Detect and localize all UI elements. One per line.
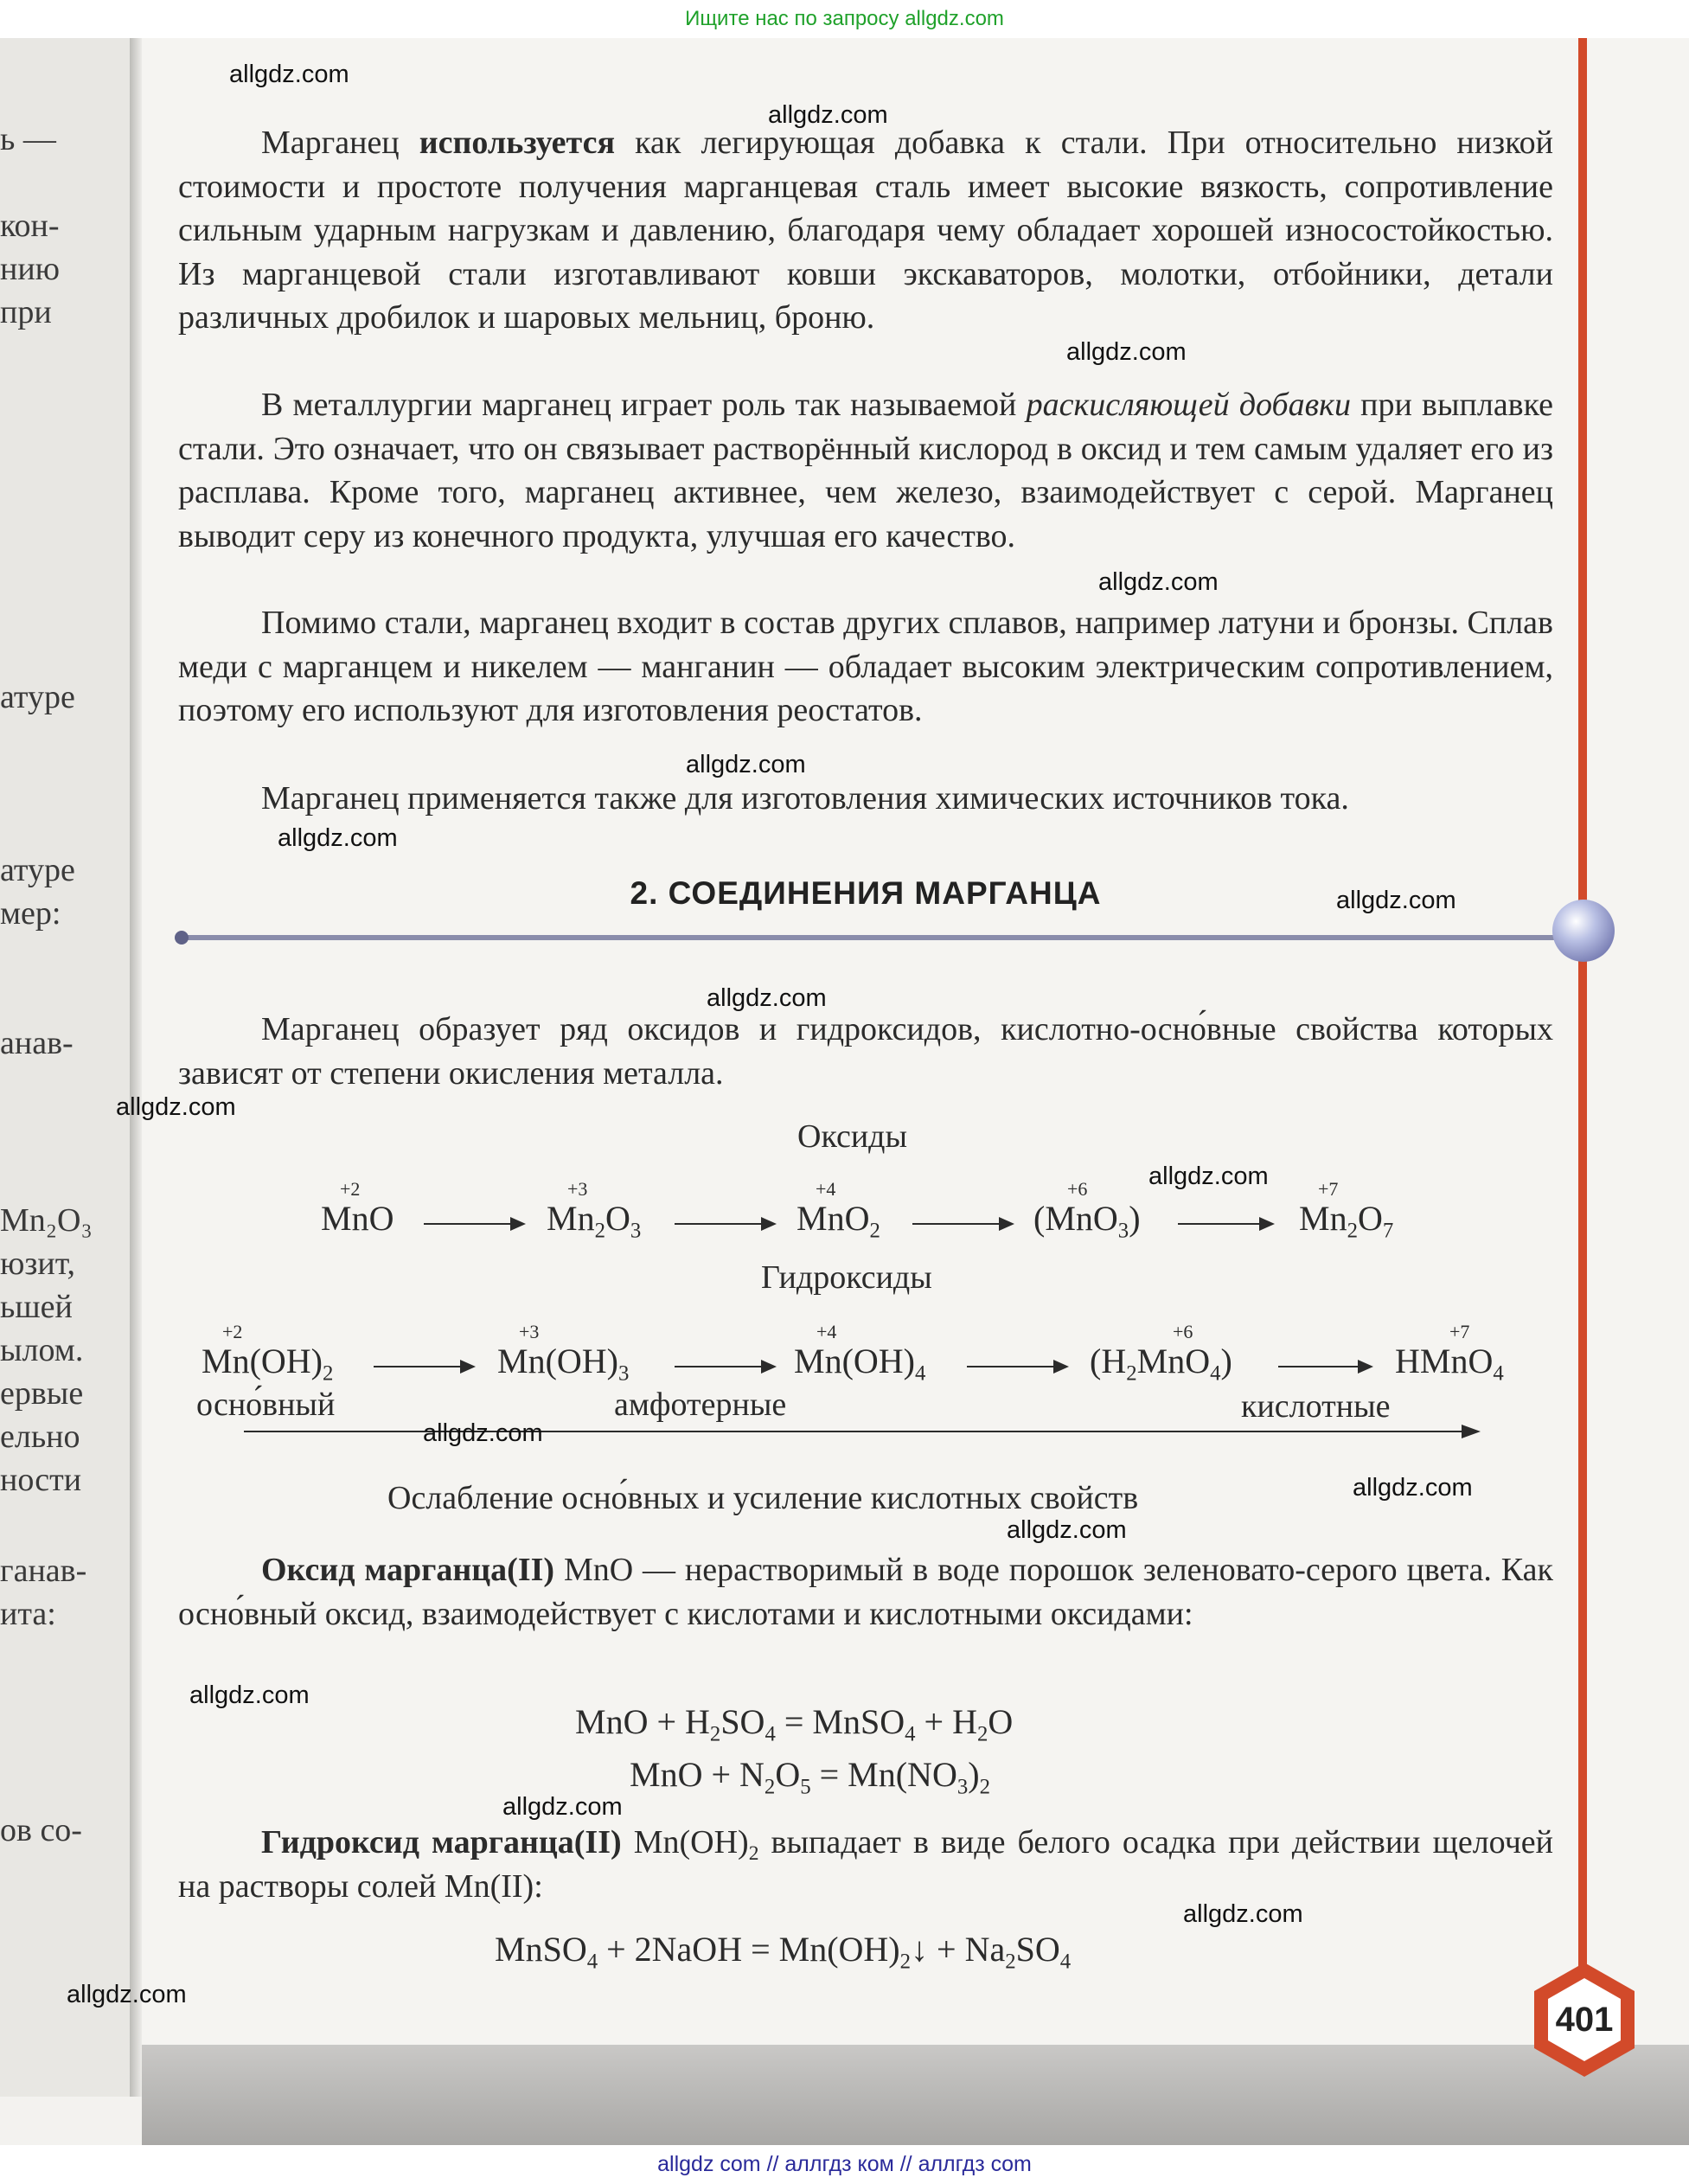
- page-number: 401: [1555, 2001, 1614, 2039]
- left-fragment: атуре: [0, 679, 75, 715]
- watermark: allgdz.com: [229, 61, 349, 88]
- watermark: allgdz.com: [1353, 1474, 1473, 1502]
- left-fragment: кон-: [0, 208, 60, 244]
- left-fragment: ервые: [0, 1375, 84, 1412]
- paragraph-mno: Оксид марганца(II) MnO — нерастворимый в воде порошок зеленовато-серого цвета. Как осно́вный оксид, взаимодействует с кислотами и кислотными оксидами:: [178, 1552, 1553, 1632]
- watermark: allgdz.com: [502, 1793, 623, 1821]
- watermark: allgdz.com: [116, 1093, 236, 1121]
- watermark: allgdz.com: [1183, 1900, 1303, 1928]
- oxidation-state: +6: [1067, 1178, 1088, 1200]
- oxide-formula: $Mn_2O_3$: [547, 1199, 642, 1243]
- watermark: allgdz.com: [423, 1419, 543, 1447]
- margin-line: [1578, 38, 1587, 2019]
- oxidation-state: +2: [340, 1178, 361, 1200]
- rule-end-dot: [175, 931, 189, 945]
- left-fragment: атуре: [0, 852, 75, 888]
- oxidation-state: +2: [222, 1321, 243, 1342]
- section-rule: [182, 935, 1565, 940]
- oxidation-state: +7: [1449, 1321, 1470, 1342]
- trend-caption: Ослабление осно́вных и усиление кислотных свойств: [387, 1480, 1139, 1516]
- section-title: 2. СОЕДИНЕНИЯ МАРГАНЦА: [630, 875, 1102, 911]
- left-fragment: ов со-: [0, 1812, 82, 1848]
- paragraph-usage: Марганец используется как легирующая добавка к стали. При относительно низкой стоимости и простоте получения марганцевая сталь имеет высокие вязкость, сопротивление сильным ударным нагрузкам и давлению, благодаря чему обладает хорошей износостойкостью. Из марганцевой стали изготавливают ковши экскаваторов, молотки, отбойники, детали различных дробилок и шаровых мельниц, броню.: [178, 125, 1553, 336]
- oxidation-state: +6: [1173, 1321, 1193, 1342]
- paragraph-mnoh2: Гидроксид марганца(II) $Mn(OH)_2$ выпадает в виде белого осадка при действии щелочей на растворы солей Mn(II):: [178, 1824, 1554, 1905]
- reaction-arrow: [1178, 1214, 1275, 1234]
- label-acidic: кислотные: [1241, 1388, 1391, 1425]
- paragraph-oxides-intro: Марганец образует ряд оксидов и гидроксидов, кислотно-осно́вные свойства которых зависят от степени окисления металла.: [178, 1011, 1553, 1092]
- oxide-formula: (MnO$_3$): [1033, 1199, 1141, 1243]
- paragraph-metallurgy: В металлургии марганец играет роль так называемой раскисляющей добавки при выплавке стали. Это означает, что он связывает растворённый кислород в оксид и тем самым удаляет его из расплава. Кроме того, марганец активнее, чем железо, взаимодействует с серой. Марганец выводит серу из конечного продукта, улучшая его качество.: [178, 387, 1554, 554]
- watermark: allgdz.com: [278, 824, 398, 852]
- left-fragment: ности: [0, 1462, 82, 1498]
- left-fragment: ита:: [0, 1596, 56, 1632]
- oxidation-state: +3: [519, 1321, 540, 1342]
- equation-mno-h2so4: MnO + $H_2SO_4$ = MnSO$_4$ + $H_2O$: [575, 1702, 1014, 1746]
- reaction-arrow: [675, 1356, 777, 1377]
- book-spine: [130, 38, 142, 2097]
- left-fragment: ылом.: [0, 1332, 84, 1368]
- hydroxides-title: Гидроксиды: [761, 1259, 932, 1296]
- left-fragment: нию: [0, 251, 61, 287]
- watermark: allgdz.com: [189, 1681, 310, 1709]
- reaction-arrow: [374, 1356, 476, 1377]
- label-amphoteric: амфотерные: [614, 1387, 787, 1423]
- equation-mno-n2o5: MnO + $N_2O_5 = Mn(NO_3)_2$: [630, 1755, 990, 1799]
- oxidation-state: +4: [816, 1178, 836, 1200]
- oxidation-state: +7: [1318, 1178, 1339, 1200]
- reaction-arrow: [967, 1356, 1069, 1377]
- reaction-arrow: [675, 1214, 777, 1234]
- left-fragment: ьшей: [0, 1289, 73, 1325]
- left-fragment: юзит,: [0, 1246, 75, 1282]
- oxidation-state: +3: [567, 1178, 588, 1200]
- hydroxide-formula: $Mn(OH)_3$: [497, 1342, 630, 1386]
- watermark: allgdz.com: [1336, 887, 1456, 914]
- page-bottom-shadow: [142, 2045, 1689, 2145]
- reaction-arrow: [424, 1214, 526, 1234]
- watermark: allgdz.com: [67, 1981, 187, 2008]
- oxide-formula: MnO: [321, 1199, 394, 1238]
- watermark: allgdz.com: [707, 984, 827, 1012]
- watermark: allgdz.com: [1066, 338, 1187, 366]
- reaction-arrow: [912, 1214, 1014, 1234]
- bottom-banner[interactable]: allgdz com // аллгдз ком // аллгдз com: [657, 2152, 1032, 2176]
- watermark: allgdz.com: [1148, 1162, 1269, 1190]
- watermark: allgdz.com: [686, 751, 806, 778]
- top-banner[interactable]: Ищите нас по запросу allgdz.com: [685, 7, 1004, 30]
- oxide-formula: MnO$_2$: [797, 1199, 880, 1243]
- left-fragment: ельно: [0, 1419, 80, 1455]
- hydroxide-formula: $Mn(OH)_4$: [794, 1342, 926, 1386]
- label-basic: осно́вный: [196, 1387, 336, 1423]
- oxidation-state: +4: [816, 1321, 837, 1342]
- left-fragment: мер:: [0, 895, 61, 932]
- hydroxide-formula: HMnO$_4$: [1395, 1342, 1504, 1386]
- left-fragment: анав-: [0, 1025, 74, 1061]
- hydroxide-formula: $(H_2MnO_4)$: [1090, 1342, 1232, 1386]
- rule-ball-icon: [1552, 900, 1615, 962]
- left-fragment: Mn₂O₃: [0, 1202, 93, 1239]
- watermark: allgdz.com: [768, 101, 888, 129]
- paragraph-power-sources: Марганец применяется также для изготовления химических источников тока.: [261, 780, 1349, 817]
- hydroxide-formula: $Mn(OH)_2$: [202, 1342, 334, 1386]
- left-fragment: ганав-: [0, 1553, 87, 1589]
- oxides-title: Оксиды: [797, 1118, 908, 1155]
- watermark: allgdz.com: [1098, 568, 1219, 596]
- reaction-arrow: [1278, 1356, 1373, 1377]
- left-fragment: ь —: [0, 121, 56, 157]
- left-page-edge: [0, 38, 132, 2097]
- watermark: allgdz.com: [1007, 1516, 1127, 1544]
- paragraph-alloys: Помимо стали, марганец входит в состав других сплавов, например латуни и бронзы. Сплав меди с марганцем и никелем — манганин — обладает высоким электрическим сопротивлением, поэтому его используют для изготовления реостатов.: [178, 605, 1553, 728]
- equation-mnso4-naoh: MnSO$_4$ + 2NaOH = $Mn(OH)_2↓ + Na_2SO_4$: [495, 1930, 1072, 1974]
- left-fragment: при: [0, 294, 52, 330]
- oxide-formula: $Mn_2O_7$: [1299, 1199, 1394, 1243]
